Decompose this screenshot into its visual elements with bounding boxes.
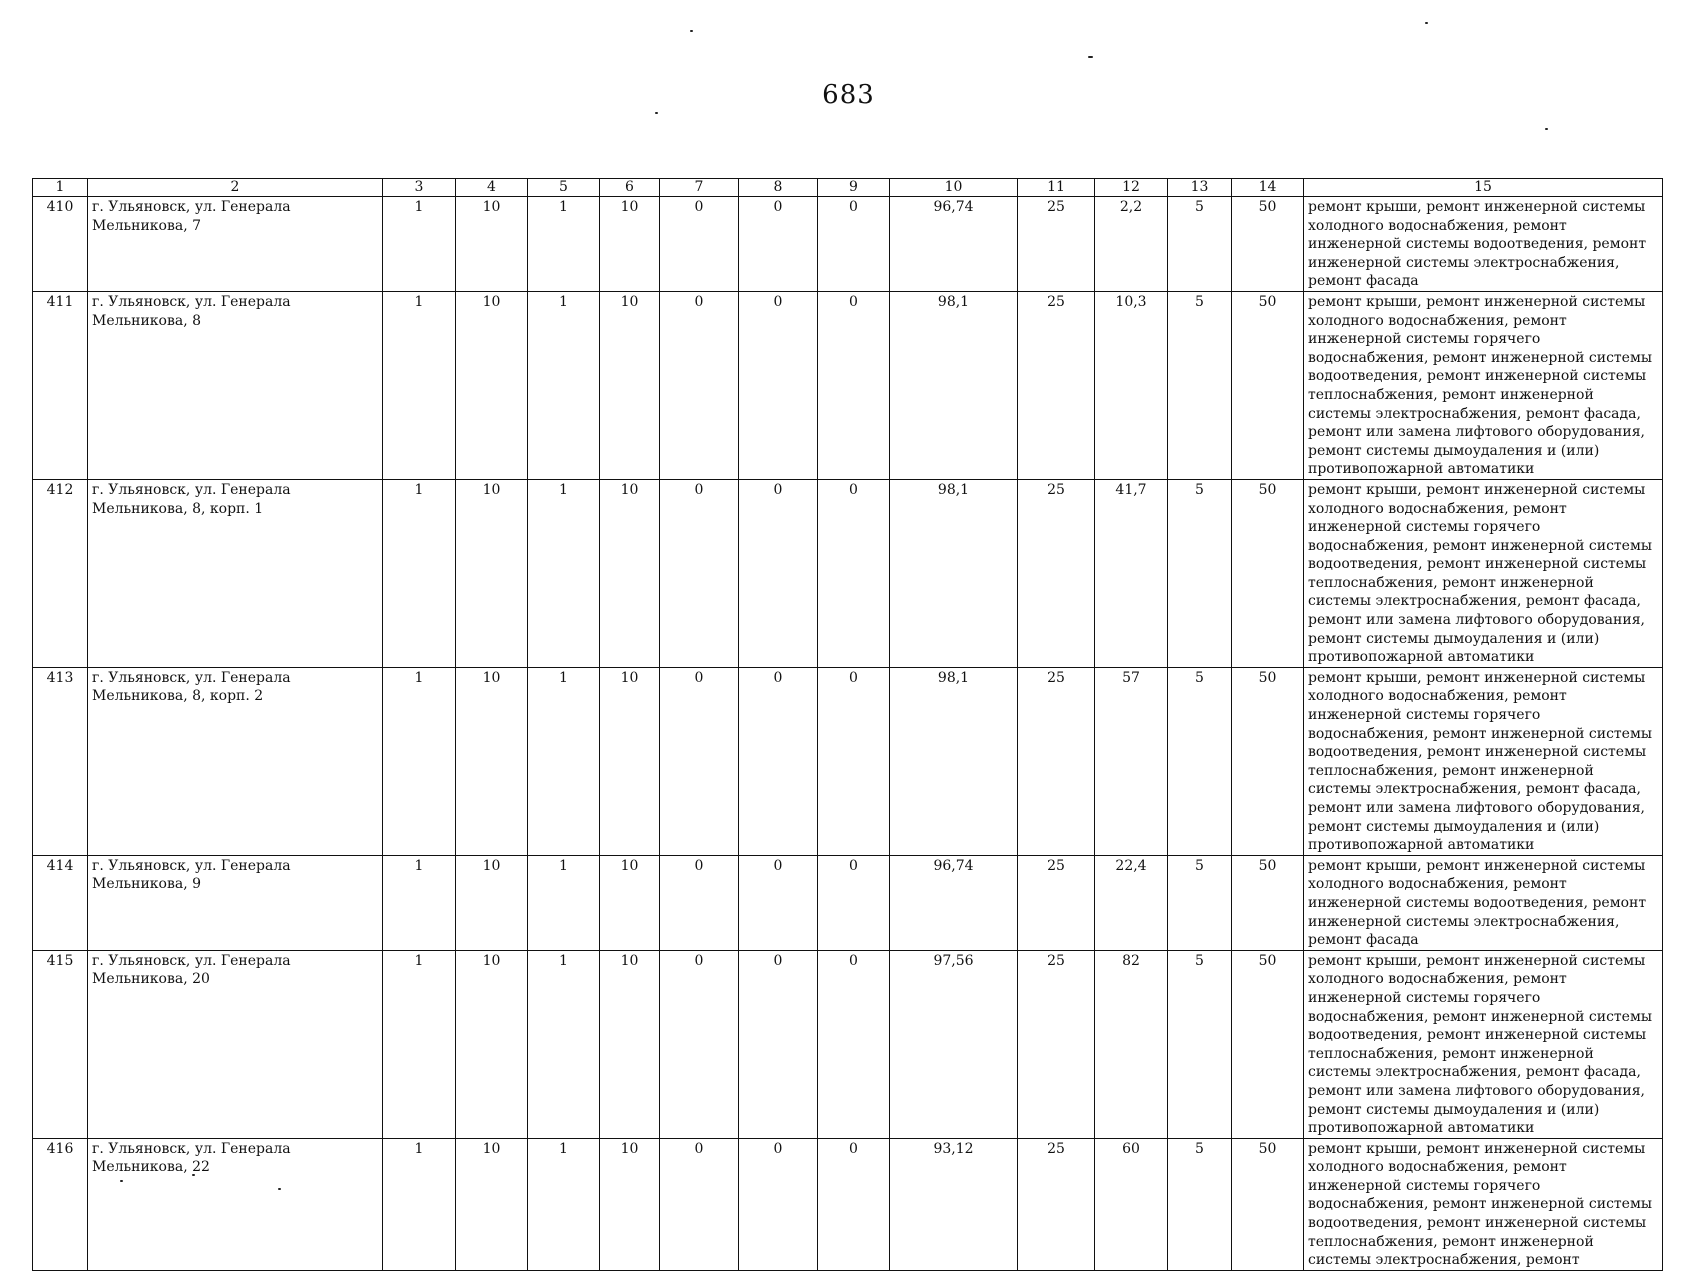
value-cell-col-11: 25: [1018, 197, 1095, 292]
value-cell-col-10: 98,1: [890, 479, 1018, 667]
scan-speck: [655, 112, 658, 114]
table-row: [33, 950, 1663, 1138]
works-list-cell: ремонт крыши, ремонт инженерной системы холодного водоснабжения, ремонт инженерной системы горячего водоснабжения, ремонт инженерной системы водоотведения, ремонт инженерной системы теплоснабжения, ремонт инженерной системы электроснабжения, ремонт фасада, ремонт или замена лифтового оборудования, ремонт системы дымоудаления и (или) противопожарной автоматики: [1304, 479, 1663, 667]
value-cell-col-13: 5: [1168, 291, 1232, 479]
column-number-header: 2: [88, 179, 383, 197]
value-cell-col-11: 25: [1018, 1138, 1095, 1270]
value-cell-col-8: 0: [739, 1138, 818, 1270]
table-row: [33, 479, 1663, 667]
value-cell-col-5: 1: [528, 855, 600, 950]
row-number: 416: [33, 1138, 88, 1270]
value-cell-col-8: 0: [739, 197, 818, 292]
column-number-header: 4: [456, 179, 528, 197]
value-cell-col-4: 10: [456, 855, 528, 950]
value-cell-col-12: 22,4: [1095, 855, 1168, 950]
works-list-cell: ремонт крыши, ремонт инженерной системы холодного водоснабжения, ремонт инженерной системы водоотведения, ремонт инженерной системы электроснабжения, ремонт фасада: [1304, 855, 1663, 950]
value-cell-col-8: 0: [739, 855, 818, 950]
capital-repair-table: [32, 178, 1663, 1271]
value-cell-col-6: 10: [600, 667, 660, 855]
scan-speck: [1425, 22, 1428, 24]
row-number: 412: [33, 479, 88, 667]
table-row: [33, 291, 1663, 479]
value-cell-col-7: 0: [660, 1138, 739, 1270]
value-cell-col-9: 0: [818, 855, 890, 950]
table-row: [33, 667, 1663, 855]
value-cell-col-4: 10: [456, 950, 528, 1138]
table-row: [33, 197, 1663, 292]
value-cell-col-14: 50: [1232, 291, 1304, 479]
value-cell-col-4: 10: [456, 1138, 528, 1270]
value-cell-col-3: 1: [383, 667, 456, 855]
value-cell-col-6: 10: [600, 197, 660, 292]
value-cell-col-6: 10: [600, 291, 660, 479]
value-cell-col-14: 50: [1232, 1138, 1304, 1270]
value-cell-col-5: 1: [528, 1138, 600, 1270]
value-cell-col-7: 0: [660, 197, 739, 292]
value-cell-col-4: 10: [456, 197, 528, 292]
address-cell: г. Ульяновск, ул. Генерала Мельникова, 8, корп. 2: [88, 667, 383, 855]
value-cell-col-3: 1: [383, 197, 456, 292]
value-cell-col-12: 57: [1095, 667, 1168, 855]
row-number: 411: [33, 291, 88, 479]
column-number-header: 8: [739, 179, 818, 197]
value-cell-col-11: 25: [1018, 479, 1095, 667]
value-cell-col-8: 0: [739, 291, 818, 479]
address-cell: г. Ульяновск, ул. Генерала Мельникова, 8: [88, 291, 383, 479]
works-list-cell: ремонт крыши, ремонт инженерной системы холодного водоснабжения, ремонт инженерной системы горячего водоснабжения, ремонт инженерной системы водоотведения, ремонт инженерной системы теплоснабжения, ремонт инженерной системы электроснабжения, ремонт фасада, ремонт или замена лифтового оборудования, ремонт системы дымоудаления и (или) противопожарной автоматики: [1304, 950, 1663, 1138]
column-number-header: 6: [600, 179, 660, 197]
scan-speck: [1088, 56, 1093, 58]
column-number-header: 5: [528, 179, 600, 197]
value-cell-col-14: 50: [1232, 855, 1304, 950]
column-number-row: [33, 179, 1663, 197]
value-cell-col-5: 1: [528, 291, 600, 479]
table-row: [33, 855, 1663, 950]
value-cell-col-11: 25: [1018, 667, 1095, 855]
column-number-header: 14: [1232, 179, 1304, 197]
value-cell-col-14: 50: [1232, 667, 1304, 855]
value-cell-col-14: 50: [1232, 197, 1304, 292]
works-list-cell: ремонт крыши, ремонт инженерной системы холодного водоснабжения, ремонт инженерной системы водоотведения, ремонт инженерной системы электроснабжения, ремонт фасада: [1304, 197, 1663, 292]
value-cell-col-3: 1: [383, 855, 456, 950]
scan-speck: [690, 30, 693, 32]
value-cell-col-3: 1: [383, 291, 456, 479]
value-cell-col-13: 5: [1168, 1138, 1232, 1270]
value-cell-col-5: 1: [528, 950, 600, 1138]
page-number: 683: [822, 80, 875, 110]
value-cell-col-14: 50: [1232, 479, 1304, 667]
value-cell-col-11: 25: [1018, 855, 1095, 950]
value-cell-col-13: 5: [1168, 950, 1232, 1138]
value-cell-col-6: 10: [600, 479, 660, 667]
value-cell-col-13: 5: [1168, 479, 1232, 667]
value-cell-col-7: 0: [660, 479, 739, 667]
value-cell-col-8: 0: [739, 667, 818, 855]
value-cell-col-10: 98,1: [890, 291, 1018, 479]
value-cell-col-9: 0: [818, 197, 890, 292]
value-cell-col-10: 96,74: [890, 855, 1018, 950]
value-cell-col-10: 97,56: [890, 950, 1018, 1138]
value-cell-col-6: 10: [600, 1138, 660, 1270]
value-cell-col-6: 10: [600, 950, 660, 1138]
column-number-header: 7: [660, 179, 739, 197]
row-number: 410: [33, 197, 88, 292]
row-number: 413: [33, 667, 88, 855]
value-cell-col-12: 2,2: [1095, 197, 1168, 292]
value-cell-col-7: 0: [660, 950, 739, 1138]
value-cell-col-10: 98,1: [890, 667, 1018, 855]
value-cell-col-9: 0: [818, 479, 890, 667]
address-cell: г. Ульяновск, ул. Генерала Мельникова, 22: [88, 1138, 383, 1270]
value-cell-col-4: 10: [456, 479, 528, 667]
value-cell-col-3: 1: [383, 1138, 456, 1270]
row-number: 415: [33, 950, 88, 1138]
column-number-header: 9: [818, 179, 890, 197]
value-cell-col-8: 0: [739, 950, 818, 1138]
value-cell-col-9: 0: [818, 1138, 890, 1270]
column-number-header: 11: [1018, 179, 1095, 197]
value-cell-col-14: 50: [1232, 950, 1304, 1138]
row-number: 414: [33, 855, 88, 950]
value-cell-col-12: 60: [1095, 1138, 1168, 1270]
value-cell-col-10: 96,74: [890, 197, 1018, 292]
value-cell-col-5: 1: [528, 667, 600, 855]
address-cell: г. Ульяновск, ул. Генерала Мельникова, 7: [88, 197, 383, 292]
value-cell-col-8: 0: [739, 479, 818, 667]
value-cell-col-7: 0: [660, 855, 739, 950]
column-number-header: 12: [1095, 179, 1168, 197]
value-cell-col-3: 1: [383, 950, 456, 1138]
address-cell: г. Ульяновск, ул. Генерала Мельникова, 20: [88, 950, 383, 1138]
value-cell-col-9: 0: [818, 950, 890, 1138]
value-cell-col-13: 5: [1168, 855, 1232, 950]
value-cell-col-9: 0: [818, 291, 890, 479]
column-number-header: 10: [890, 179, 1018, 197]
value-cell-col-12: 10,3: [1095, 291, 1168, 479]
column-number-header: 1: [33, 179, 88, 197]
value-cell-col-12: 82: [1095, 950, 1168, 1138]
value-cell-col-12: 41,7: [1095, 479, 1168, 667]
table-row: [33, 1138, 1663, 1270]
address-cell: г. Ульяновск, ул. Генерала Мельникова, 9: [88, 855, 383, 950]
address-cell: г. Ульяновск, ул. Генерала Мельникова, 8, корп. 1: [88, 479, 383, 667]
value-cell-col-10: 93,12: [890, 1138, 1018, 1270]
value-cell-col-6: 10: [600, 855, 660, 950]
value-cell-col-7: 0: [660, 291, 739, 479]
value-cell-col-4: 10: [456, 291, 528, 479]
works-list-cell: ремонт крыши, ремонт инженерной системы холодного водоснабжения, ремонт инженерной системы горячего водоснабжения, ремонт инженерной системы водоотведения, ремонт инженерной системы теплоснабжения, ремонт инженерной системы электроснабжения, ремонт: [1304, 1138, 1663, 1270]
value-cell-col-7: 0: [660, 667, 739, 855]
value-cell-col-11: 25: [1018, 291, 1095, 479]
works-list-cell: ремонт крыши, ремонт инженерной системы холодного водоснабжения, ремонт инженерной системы горячего водоснабжения, ремонт инженерной системы водоотведения, ремонт инженерной системы теплоснабжения, ремонт инженерной системы электроснабжения, ремонт фасада, ремонт или замена лифтового оборудования, ремонт системы дымоудаления и (или) противопожарной автоматики: [1304, 667, 1663, 855]
value-cell-col-9: 0: [818, 667, 890, 855]
column-number-header: 13: [1168, 179, 1232, 197]
value-cell-col-13: 5: [1168, 667, 1232, 855]
value-cell-col-13: 5: [1168, 197, 1232, 292]
column-number-header: 15: [1304, 179, 1663, 197]
value-cell-col-5: 1: [528, 197, 600, 292]
scan-speck: [1545, 128, 1548, 130]
works-list-cell: ремонт крыши, ремонт инженерной системы холодного водоснабжения, ремонт инженерной системы горячего водоснабжения, ремонт инженерной системы водоотведения, ремонт инженерной системы теплоснабжения, ремонт инженерной системы электроснабжения, ремонт фасада, ремонт или замена лифтового оборудования, ремонт системы дымоудаления и (или) противопожарной автоматики: [1304, 291, 1663, 479]
value-cell-col-3: 1: [383, 479, 456, 667]
value-cell-col-5: 1: [528, 479, 600, 667]
value-cell-col-4: 10: [456, 667, 528, 855]
value-cell-col-11: 25: [1018, 950, 1095, 1138]
column-number-header: 3: [383, 179, 456, 197]
